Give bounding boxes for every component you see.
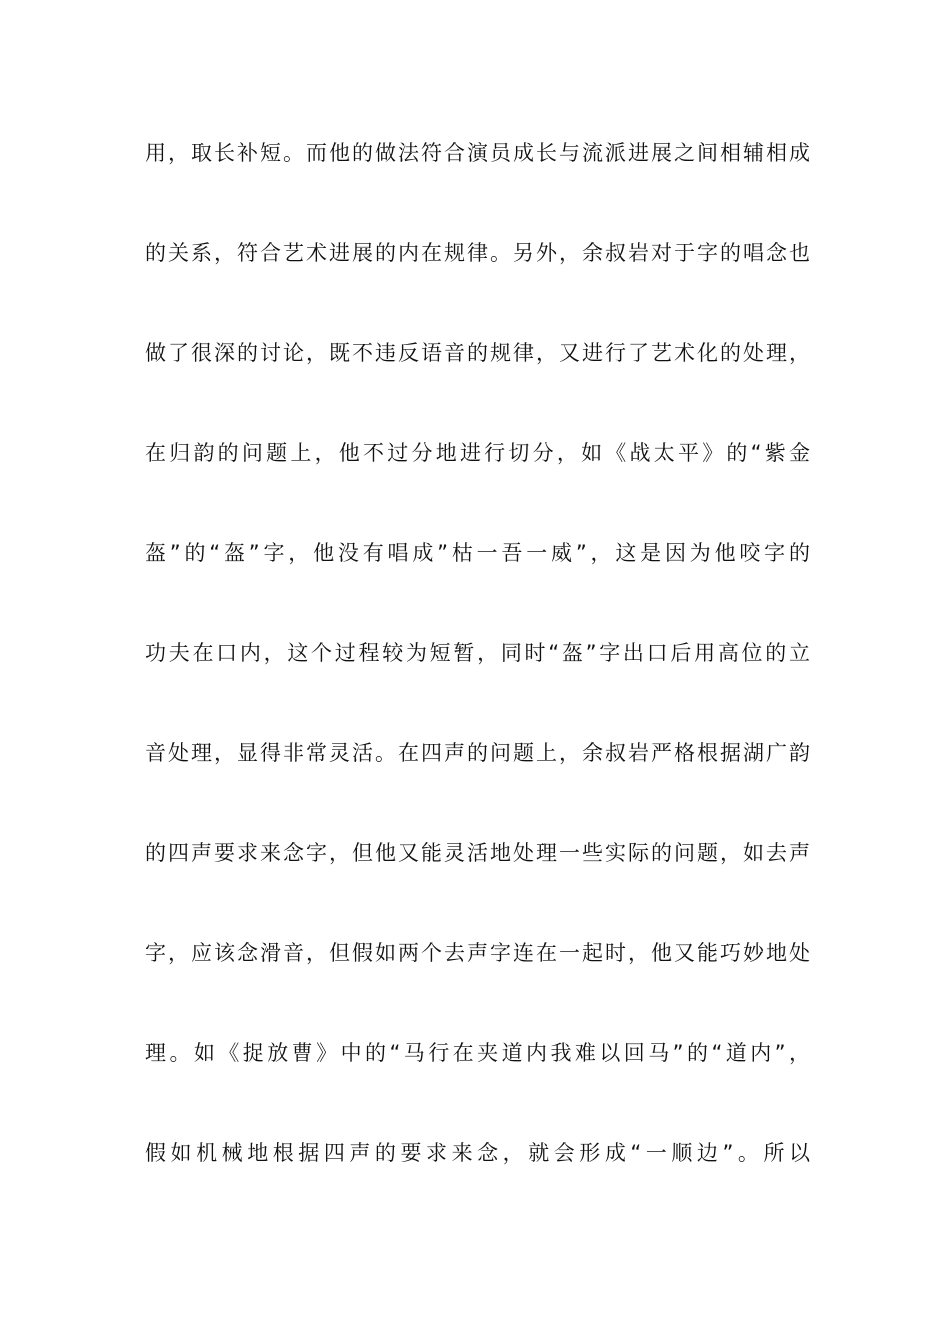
text-line: 字，应该念滑音，但假如两个去声字连在一起时，他又能巧妙地处: [145, 941, 810, 965]
text-line: 的关系，符合艺术进展的内在规律。另外，余叔岩对于字的唱念也: [145, 241, 810, 265]
text-line: 功夫在口内，这个过程较为短暂，同时“盔”字出口后用高位的立: [145, 641, 810, 665]
text-line: 盔”的“盔”字，他没有唱成”枯一吾一威”，这是因为他咬字的: [145, 541, 810, 565]
text-line: 音处理，显得非常灵活。在四声的问题上，余叔岩严格根据湖广韵: [145, 741, 810, 765]
text-line: 做了很深的讨论，既不违反语音的规律，又进行了艺术化的处理，: [145, 341, 810, 365]
text-line: 理。如《捉放曹》中的“马行在夹道内我难以回马”的“道内”，: [145, 1041, 810, 1065]
text-line: 假如机械地根据四声的要求来念，就会形成“一顺边”。所以: [145, 1141, 810, 1165]
text-line: 在归韵的问题上，他不过分地进行切分，如《战太平》的“紫金: [145, 441, 810, 465]
text-line: 用，取长补短。而他的做法符合演员成长与流派进展之间相辅相成: [145, 141, 810, 165]
text-line: 的四声要求来念字，但他又能灵活地处理一些实际的问题，如去声: [145, 841, 810, 865]
body-text: [145, 128, 810, 1228]
